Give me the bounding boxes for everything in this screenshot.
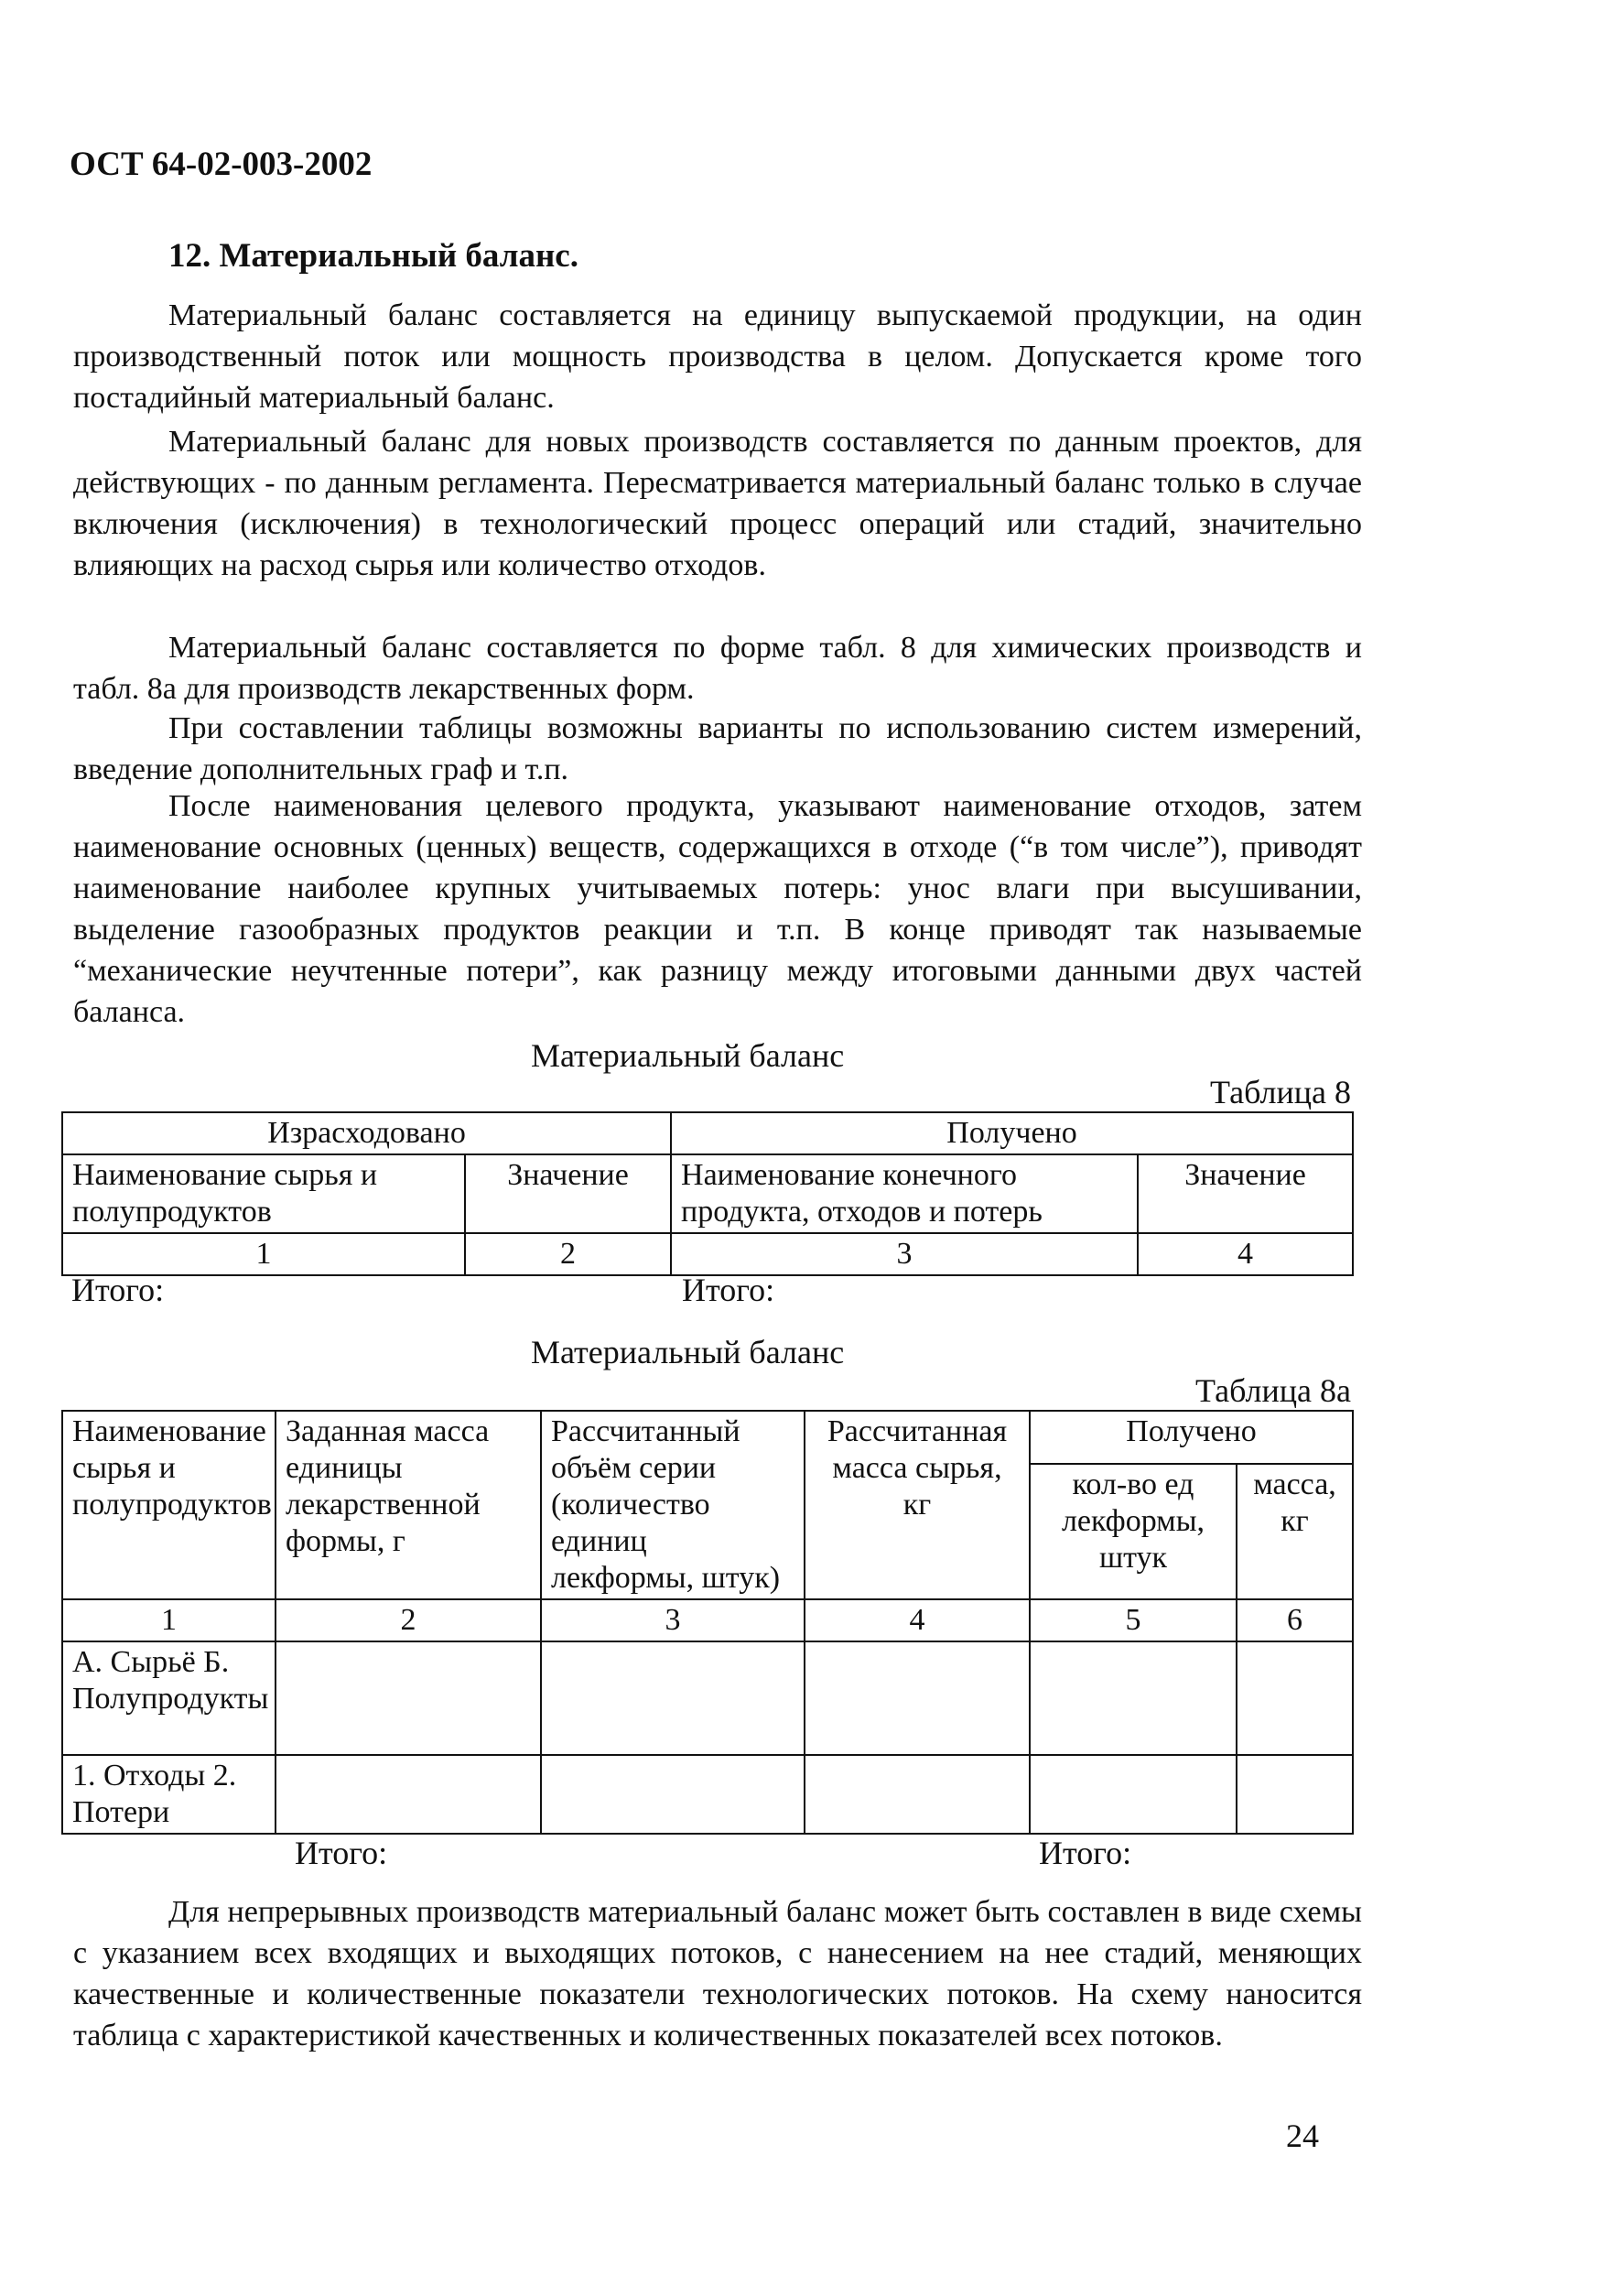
paragraph: Материальный баланс для новых производств составляется по данным проектов, для действующих - по данным регламента. Пересматривается материальный баланс только в случае включения (исключения) в технологический процесс операций или стадий, значительно влияющих на расход сырья или количество отходов.	[73, 425, 1362, 582]
table8a-empty-cell	[1030, 1641, 1237, 1755]
table8-label: Таблица 8	[1210, 1074, 1351, 1110]
table8-group-consumed: Израсходовано	[62, 1112, 671, 1154]
table8-column-number: 2	[465, 1233, 671, 1275]
table8-caption: Материальный баланс	[531, 1037, 845, 1074]
table8a-empty-cell	[805, 1755, 1030, 1834]
table8a-total-left: Итого:	[295, 1835, 388, 1871]
table8a-column-number: 5	[1030, 1599, 1237, 1641]
closing-paragraph: Для непрерывных производств материальный баланс может быть составлен в виде схемы с указанием всех входящих и выходящих потоков, с нанесением на нее стадий, меняющих качественные и количественные показатели технологических потоков. На схему наносится таблица с характеристикой качественных и количественных показателей всех потоков.	[73, 1895, 1362, 2052]
table8a-caption: Материальный баланс	[531, 1334, 845, 1370]
table8-column-number: 1	[62, 1233, 465, 1275]
table8-header-value: Значение	[465, 1154, 671, 1233]
table8a-column-number: 3	[541, 1599, 805, 1641]
page-number: 24	[1286, 2117, 1319, 2154]
table8a-header-batch-volume: Рассчитанный объём серии (количество единиц лекформы, штук)	[541, 1411, 805, 1599]
table8a-column-number: 2	[276, 1599, 541, 1641]
table8a-total-right: Итого:	[1039, 1835, 1132, 1871]
table8a-header-mass: масса, кг	[1237, 1464, 1353, 1599]
paragraph: При составлении таблицы возможны варианты по использованию систем измерений, введение дополнительных граф и т.п.	[73, 711, 1362, 786]
table8a-empty-cell	[541, 1641, 805, 1755]
table8a-header-unit-mass: Заданная масса единицы лекарственной формы, г	[276, 1411, 541, 1599]
table8a-header-dosage-count: кол-во ед лекформы, штук	[1030, 1464, 1237, 1599]
table8a-empty-cell	[1030, 1755, 1237, 1834]
table8-header-value: Значение	[1138, 1154, 1353, 1233]
table8-header-final-product: Наименование конечного продукта, отходов и потерь	[671, 1154, 1138, 1233]
table8a-column-number: 6	[1237, 1599, 1353, 1641]
table8a-label: Таблица 8а	[1195, 1372, 1351, 1409]
table8a-row-waste-and-losses: 1. Отходы 2. Потери	[62, 1755, 276, 1834]
table8a	[61, 1410, 1354, 1835]
table8a-empty-cell	[805, 1641, 1030, 1755]
paragraph: После наименования целевого продукта, указывают наименование отходов, затем наименование основных (ценных) веществ, содержащихся в отходе (“в том числе”), приводят наименование наиболее крупных учитываемых потерь: унос влаги при высушивании, выделение газообразных продуктов реакции и т.п. В конце приводят так называемые “механические неучтенные потери”, как разницу между итоговыми данными двух частей баланса.	[73, 789, 1362, 1029]
table8a-header-raw-mass: Рассчитанная масса сырья, кг	[805, 1411, 1030, 1599]
table8-total-left: Итого:	[71, 1272, 165, 1308]
table8-total-right: Итого:	[682, 1272, 775, 1308]
document-code: ОСТ 64-02-003-2002	[70, 146, 373, 183]
section-title: 12. Материальный баланс.	[168, 237, 578, 275]
table8a-empty-cell	[1237, 1755, 1353, 1834]
table8a-empty-cell	[541, 1755, 805, 1834]
paragraph: Материальный баланс составляется на единицу выпускаемой продукции, на один производственный поток или мощность производства в целом. Допускается кроме того постадийный материальный баланс.	[73, 298, 1362, 415]
table8a-empty-cell	[276, 1755, 541, 1834]
table8	[61, 1111, 1354, 1276]
table8a-header-raw-materials: Наименование сырья и полупродуктов	[62, 1411, 276, 1599]
table8a-row-raw-and-intermediates: А. Сырьё Б. Полупродукты	[62, 1641, 276, 1755]
table8a-group-received: Получено	[1030, 1411, 1353, 1464]
paragraph: Материальный баланс составляется по форме табл. 8 для химических производств и табл. 8а для производств лекарственных форм.	[73, 631, 1362, 706]
table8a-empty-cell	[276, 1641, 541, 1755]
table8-column-number: 3	[671, 1233, 1138, 1275]
table8-column-number: 4	[1138, 1233, 1353, 1275]
table8-header-raw-materials: Наименование сырья и полупродуктов	[62, 1154, 465, 1233]
table8a-empty-cell	[1237, 1641, 1353, 1755]
table8a-column-number: 1	[62, 1599, 276, 1641]
table8a-column-number: 4	[805, 1599, 1030, 1641]
table8-group-received: Получено	[671, 1112, 1353, 1154]
